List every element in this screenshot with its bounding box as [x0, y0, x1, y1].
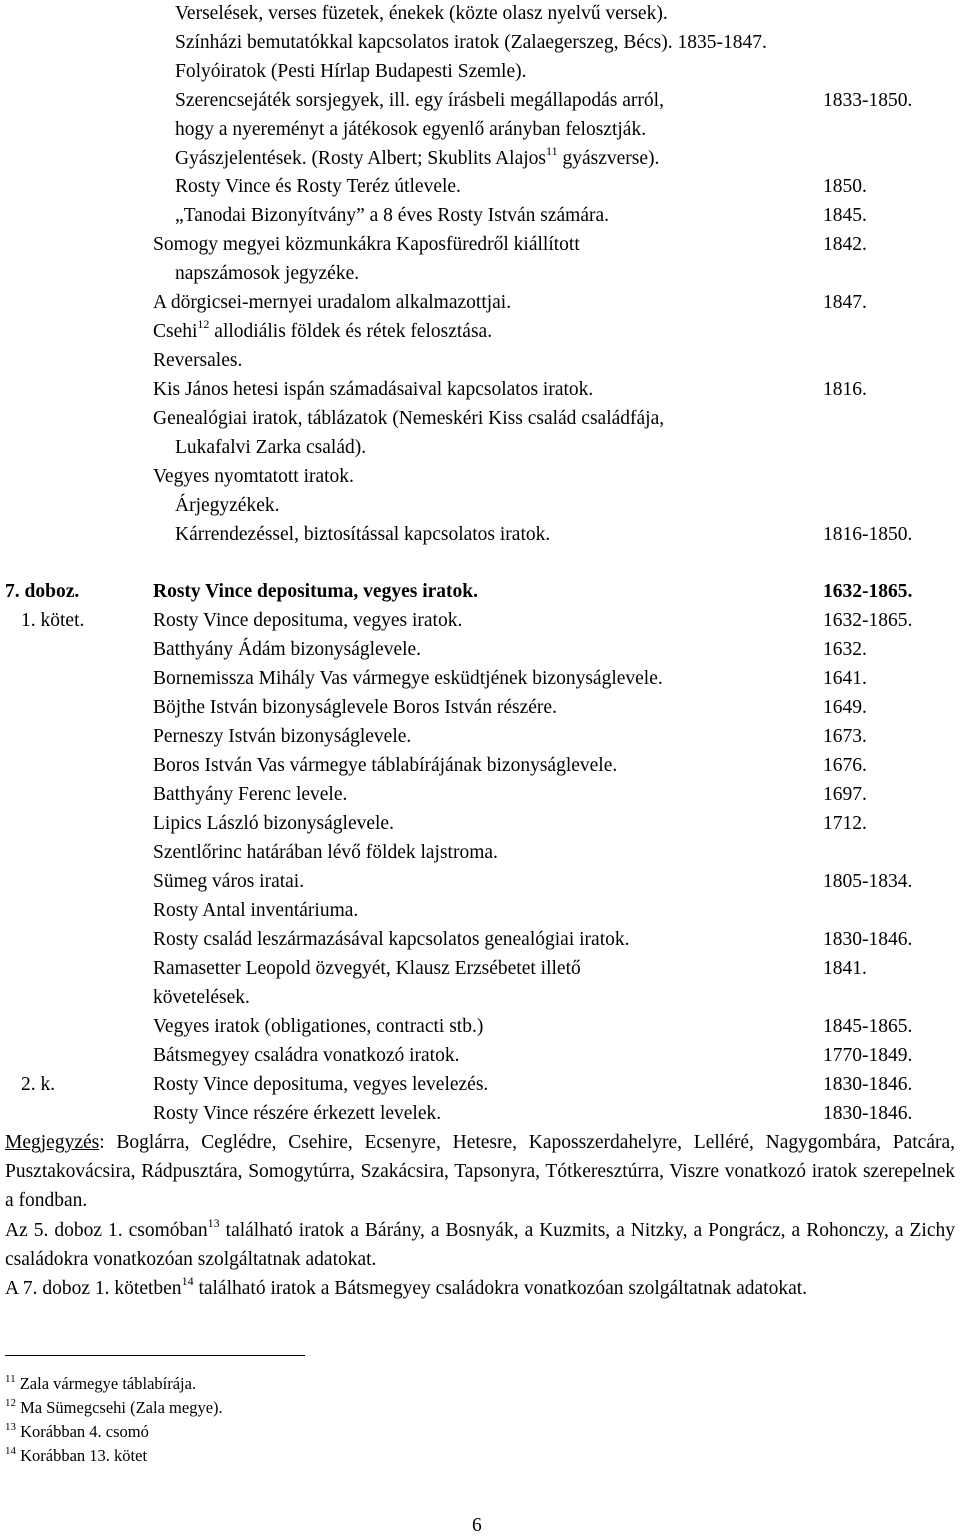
list-item-date: 1770-1849.: [823, 1045, 913, 1066]
list-item: [153, 317, 493, 343]
list-item-text: gyászverse).: [562, 148, 660, 169]
footnote-ref: 14: [181, 1274, 194, 1288]
list-item-date: 1847.: [823, 292, 867, 313]
volume-label: 1. kötet.: [21, 610, 85, 631]
note-text: : Boglárra, Ceglédre, Csehire, Ecsenyre, Hetesre, Kaposszerdahelyre, Lelléré, Nagygombára, Patcára, Pusztakovácsira, Rádpusztára, Somogytúrra, Szakácsira, Tapsonyra, Tótkeresztúrra, Viszre vonatkozó iratok szerepelnek a fondban.: [5, 1132, 955, 1211]
note-label: Megjegyzés: [5, 1132, 100, 1153]
list-item-text: allodiális földek és rétek felosztása.: [214, 321, 493, 342]
list-item: Szentlőrinc határában lévő földek lajstroma.: [153, 842, 498, 863]
note-text: található iratok a Bárány, a Bosnyák, a Kuzmits, a Nitzky, a Pongrácz, a Rohonczy, a Zichy családokra vonatkozóan szolgáltatnak adatokat.: [5, 1220, 955, 1270]
footnote-number: 13: [5, 1421, 16, 1433]
list-item: Rosty Vince deposituma, vegyes levelezés.: [153, 1074, 489, 1095]
list-item: hogy a nyereményt a játékosok egyenlő arányban felosztják.: [175, 119, 647, 140]
page-number: 6: [472, 1515, 482, 1536]
list-item-date: 1842.: [823, 234, 867, 255]
note-text: található iratok a Bátsmegyey családokra vonatkozóan szolgáltatnak adatokat.: [193, 1278, 808, 1299]
footnote: [5, 1398, 223, 1418]
list-item: Vegyes nyomtatott iratok.: [153, 466, 354, 487]
list-item: Genealógiai iratok, táblázatok (Nemeskéri Kiss család családfája,: [153, 408, 665, 429]
list-item-date: 1845-1865.: [823, 1016, 913, 1037]
list-item: Folyóiratok (Pesti Hírlap Budapesti Szemle).: [175, 61, 527, 82]
list-item: Rosty Vince deposituma, vegyes iratok.: [153, 610, 463, 631]
note-paragraph: [5, 1128, 955, 1215]
note-paragraph: [5, 1216, 955, 1274]
list-item: Lukafalvi Zarka család).: [175, 437, 367, 458]
list-item: Reversales.: [153, 350, 243, 371]
list-item: Színházi bemutatókkal kapcsolatos iratok (Zalaegerszeg, Bécs). 1835-1847.: [175, 32, 767, 53]
list-item: Kis János hetesi ispán számadásaival kapcsolatos iratok.: [153, 379, 594, 400]
list-item-text: Csehi: [153, 321, 198, 342]
list-item: Sümeg város iratai.: [153, 871, 305, 892]
list-item-text: Gyászjelentések. (Rosty Albert; Skublits Alajos: [175, 148, 547, 169]
list-item: Rosty Vince részére érkezett levelek.: [153, 1103, 442, 1124]
list-item: Ramasetter Leopold özvegyét, Klausz Erzsébetet illető: [153, 958, 581, 979]
list-item: Bátsmegyey családra vonatkozó iratok.: [153, 1045, 460, 1066]
list-item-date: 1649.: [823, 697, 867, 718]
list-item-date: 1833-1850.: [823, 90, 913, 111]
list-item-date: 1830-1846.: [823, 1074, 913, 1095]
footnote-number: 11: [5, 1373, 16, 1385]
list-item-date: 1830-1846.: [823, 929, 913, 950]
list-item: Rosty Vince és Rosty Teréz útlevele.: [175, 176, 461, 197]
list-item: Rosty család leszármazásával kapcsolatos genealógiai iratok.: [153, 929, 630, 950]
list-item-date: 1830-1846.: [823, 1103, 913, 1124]
list-item-date: 1816-1850.: [823, 524, 913, 545]
list-item: Árjegyzékek.: [175, 495, 280, 516]
list-item: Kárrendezéssel, biztosítással kapcsolatos iratok.: [175, 524, 551, 545]
list-item-date: 1816.: [823, 379, 867, 400]
footnote-text: Korábban 4. csomó: [20, 1422, 149, 1441]
footnote: [5, 1374, 196, 1394]
list-item: Verselések, verses füzetek, énekek (közte olasz nyelvű versek).: [175, 3, 668, 24]
list-item-date: 1641.: [823, 668, 867, 689]
note-paragraph: [5, 1274, 955, 1303]
note-text: Az 5. doboz 1. csomóban: [5, 1220, 208, 1241]
footnote-number: 12: [5, 1397, 16, 1409]
list-item: Böjthe István bizonyságlevele Boros István részére.: [153, 697, 557, 718]
footnote: [5, 1446, 147, 1466]
footnote: [5, 1422, 149, 1442]
list-item: Rosty Antal inventáriuma.: [153, 900, 359, 921]
list-item: Batthyány Ferenc levele.: [153, 784, 348, 805]
list-item-date: 1673.: [823, 726, 867, 747]
box-title: Rosty Vince deposituma, vegyes iratok.: [153, 581, 478, 602]
footnote-divider: [5, 1355, 305, 1356]
list-item: Batthyány Ádám bizonyságlevele.: [153, 639, 422, 660]
box-date: 1632-1865.: [823, 581, 913, 602]
list-item: A dörgicsei-mernyei uradalom alkalmazottjai.: [153, 292, 512, 313]
list-item-date: 1712.: [823, 813, 867, 834]
list-item: Szerencsejáték sorsjegyek, ill. egy írásbeli megállapodás arról,: [175, 90, 664, 111]
volume-label: 2. k.: [21, 1074, 56, 1095]
list-item-date: 1676.: [823, 755, 867, 776]
list-item-date: 1632-1865.: [823, 610, 913, 631]
list-item: „Tanodai Bizonyítvány” a 8 éves Rosty István számára.: [175, 205, 609, 226]
box-label: 7. doboz.: [5, 581, 80, 602]
list-item: [175, 144, 660, 170]
list-item-date: 1841.: [823, 958, 867, 979]
footnote-ref: 13: [207, 1216, 220, 1230]
list-item-date: 1805-1834.: [823, 871, 913, 892]
list-item-date: 1850.: [823, 176, 867, 197]
list-item: Bornemissza Mihály Vas vármegye esküdtjének bizonyságlevele.: [153, 668, 663, 689]
footnote-text: Korábban 13. kötet: [20, 1446, 148, 1465]
list-item: napszámosok jegyzéke.: [175, 263, 360, 284]
footnote-text: Ma Sümegcsehi (Zala megye).: [20, 1398, 223, 1417]
note-text: A 7. doboz 1. kötetben: [5, 1278, 182, 1299]
list-item: Somogy megyei közmunkákra Kaposfüredről kiállított: [153, 234, 580, 255]
list-item: Boros István Vas vármegye táblabírájának bizonyságlevele.: [153, 755, 618, 776]
list-item: Vegyes iratok (obligationes, contracti stb.): [153, 1016, 484, 1037]
list-item-date: 1697.: [823, 784, 867, 805]
list-item-date: 1845.: [823, 205, 867, 226]
list-item: követelések.: [153, 987, 250, 1008]
footnote-text: Zala vármegye táblabírája.: [19, 1374, 197, 1393]
list-item-date: 1632.: [823, 639, 867, 660]
footnote-ref: 12: [197, 317, 210, 331]
list-item: Perneszy István bizonyságlevele.: [153, 726, 412, 747]
footnote-ref: 11: [546, 144, 558, 158]
footnote-number: 14: [5, 1445, 16, 1457]
list-item: Lipics László bizonyságlevele.: [153, 813, 394, 834]
